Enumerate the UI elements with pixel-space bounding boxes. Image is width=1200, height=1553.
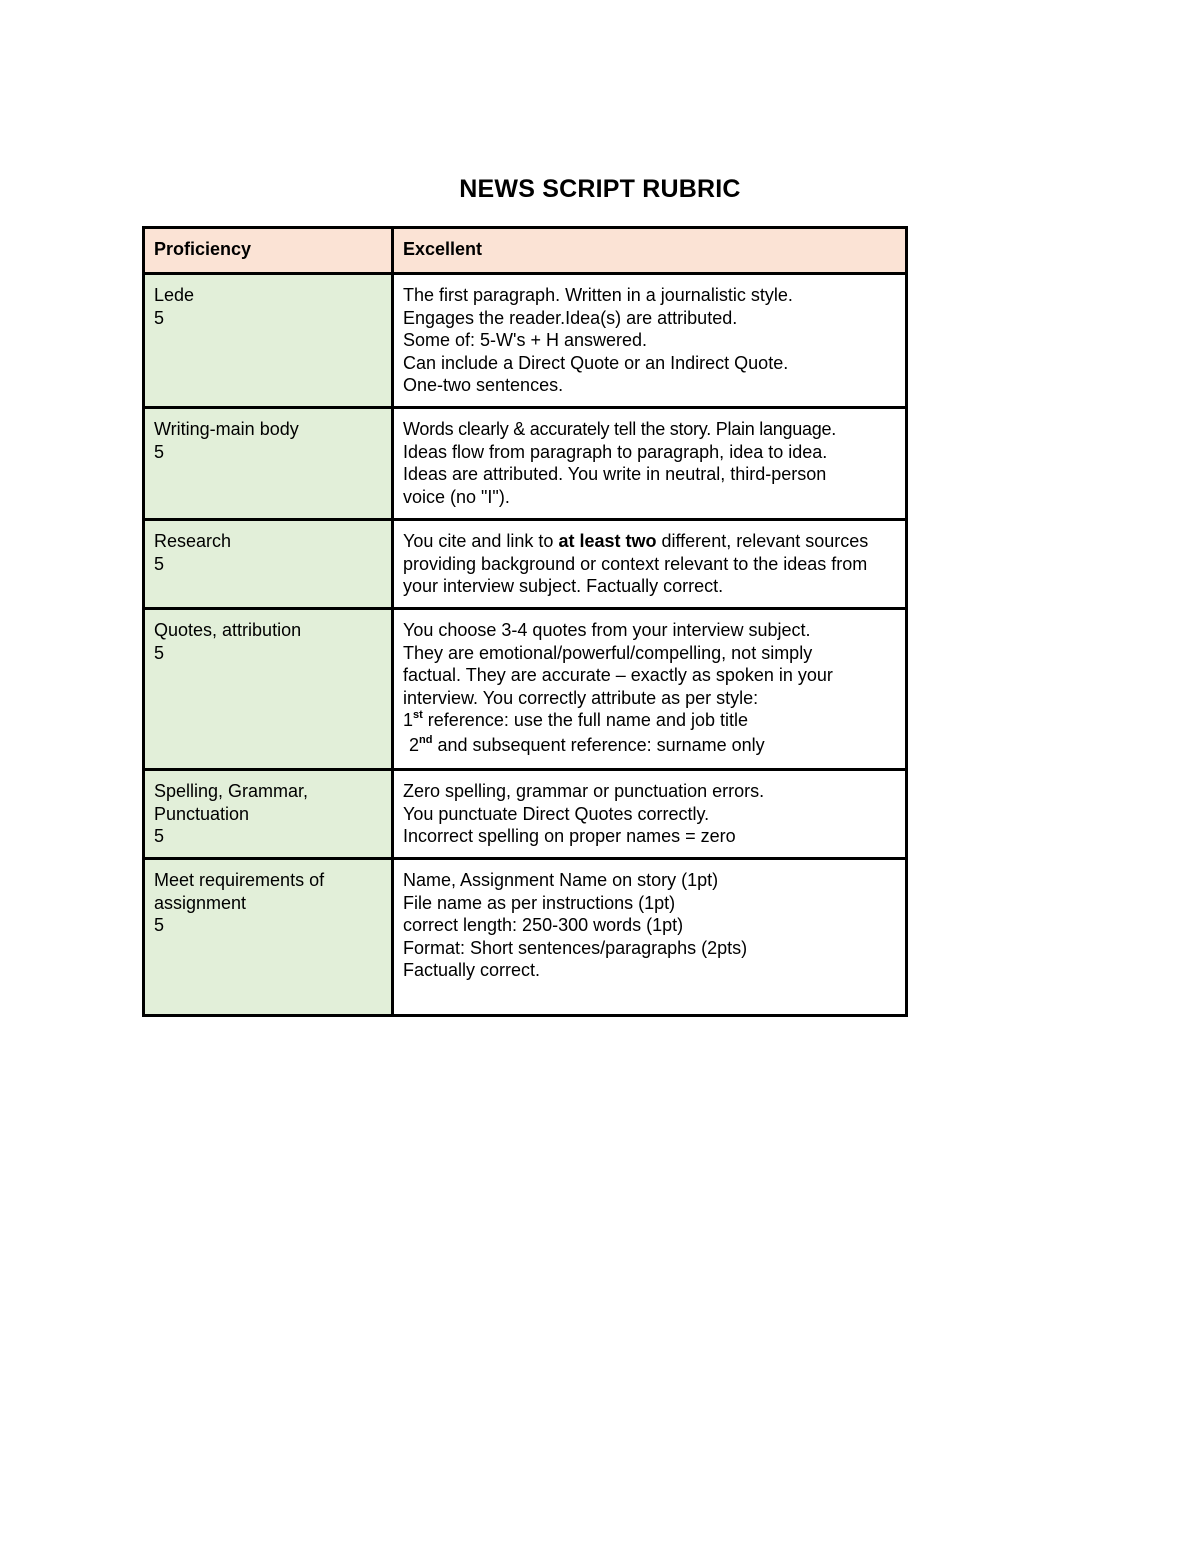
description-line: Zero spelling, grammar or punctuation errors.: [403, 781, 765, 801]
criterion-points: 5: [154, 307, 165, 328]
header-excellent: Excellent: [393, 228, 907, 274]
table-header-row: [144, 228, 907, 274]
criterion-label: Punctuation: [154, 803, 250, 824]
ref2-text: and subsequent reference: surname only: [432, 734, 765, 755]
criterion-label: Research: [154, 531, 232, 551]
criterion-points: 5: [154, 441, 165, 462]
description-line: You punctuate Direct Quotes correctly.: [403, 803, 710, 824]
table-row: [144, 274, 907, 408]
criterion-label: Lede: [154, 285, 195, 305]
criterion-cell: [144, 274, 393, 408]
description-cell: [393, 274, 907, 408]
description-line: Format: Short sentences/paragraphs (2pts): [403, 937, 748, 958]
description-cell: [393, 520, 907, 609]
ref1-number: 1: [403, 710, 414, 730]
research-emphasis: at least two: [558, 531, 657, 551]
criterion-label: Quotes, attribution: [154, 620, 302, 640]
research-text-before: You cite and link to: [403, 531, 559, 551]
table-row: [144, 520, 907, 609]
criterion-label: Spelling, Grammar,: [154, 781, 309, 801]
description-line: Some of: 5-W's + H answered.: [403, 330, 648, 350]
description-line: Factually correct.: [403, 960, 541, 980]
ref1-text: reference: use the full name and job title: [422, 710, 748, 730]
ref1-ordinal: st: [413, 709, 423, 721]
description-line: The first paragraph. Written in a journalistic style.: [403, 285, 793, 305]
rubric-table: [142, 226, 908, 1017]
description-cell: [393, 609, 907, 770]
criterion-cell: [144, 609, 393, 770]
criterion-cell: [144, 770, 393, 859]
description-line: Name, Assignment Name on story (1pt): [403, 870, 719, 890]
criterion-cell: [144, 408, 393, 520]
table-row: [144, 770, 907, 859]
research-text-after: different, relevant sources providing background or context relevant to the ideas from your interview subject. Factually correct.: [403, 531, 869, 596]
description-line: One-two sentences.: [403, 375, 564, 395]
criterion-label: Meet requirements of: [154, 870, 325, 890]
criterion-points: 5: [154, 642, 165, 663]
ref2-ordinal: nd: [419, 733, 433, 746]
description-line: Ideas are attributed. You write in neutral, third-person: [403, 464, 827, 484]
description-line: You choose 3-4 quotes from your interview subject.: [403, 620, 811, 640]
table-row: [144, 408, 907, 520]
ref2-number: 2: [409, 734, 420, 755]
second-reference-line: [403, 734, 897, 757]
description-line: interview. You correctly attribute as per style:: [403, 687, 759, 708]
description-line: factual. They are accurate – exactly as spoken in your: [403, 665, 833, 685]
description-cell: [393, 859, 907, 1016]
criterion-cell: [144, 520, 393, 609]
description-line: They are emotional/powerful/compelling, not simply: [403, 642, 813, 663]
description-cell: [393, 770, 907, 859]
criterion-cell: [144, 859, 393, 1016]
criterion-label: assignment: [154, 892, 247, 913]
table-row: [144, 859, 907, 1016]
criterion-points: 5: [154, 553, 165, 574]
description-line: Words clearly & accurately tell the story. Plain language.: [403, 419, 837, 439]
criterion-points: 5: [154, 915, 165, 935]
description-line: voice (no "I").: [403, 486, 510, 507]
description-line: correct length: 250-300 words (1pt): [403, 915, 684, 935]
criterion-label: Writing-main body: [154, 419, 299, 439]
table-row: [144, 609, 907, 770]
description-cell: [393, 408, 907, 520]
criterion-points: 5: [154, 826, 165, 846]
description-line: Incorrect spelling on proper names = zero: [403, 826, 736, 846]
description-line: File name as per instructions (1pt): [403, 892, 676, 913]
page-title: NEWS SCRIPT RUBRIC: [459, 175, 741, 203]
description-line: Ideas flow from paragraph to paragraph, idea to idea.: [403, 441, 828, 462]
research-description: [403, 530, 897, 598]
first-reference-line: [403, 709, 897, 732]
header-proficiency: Proficiency: [144, 228, 393, 274]
description-line: Engages the reader.Idea(s) are attributed.: [403, 307, 738, 328]
description-line: Can include a Direct Quote or an Indirect Quote.: [403, 352, 789, 373]
